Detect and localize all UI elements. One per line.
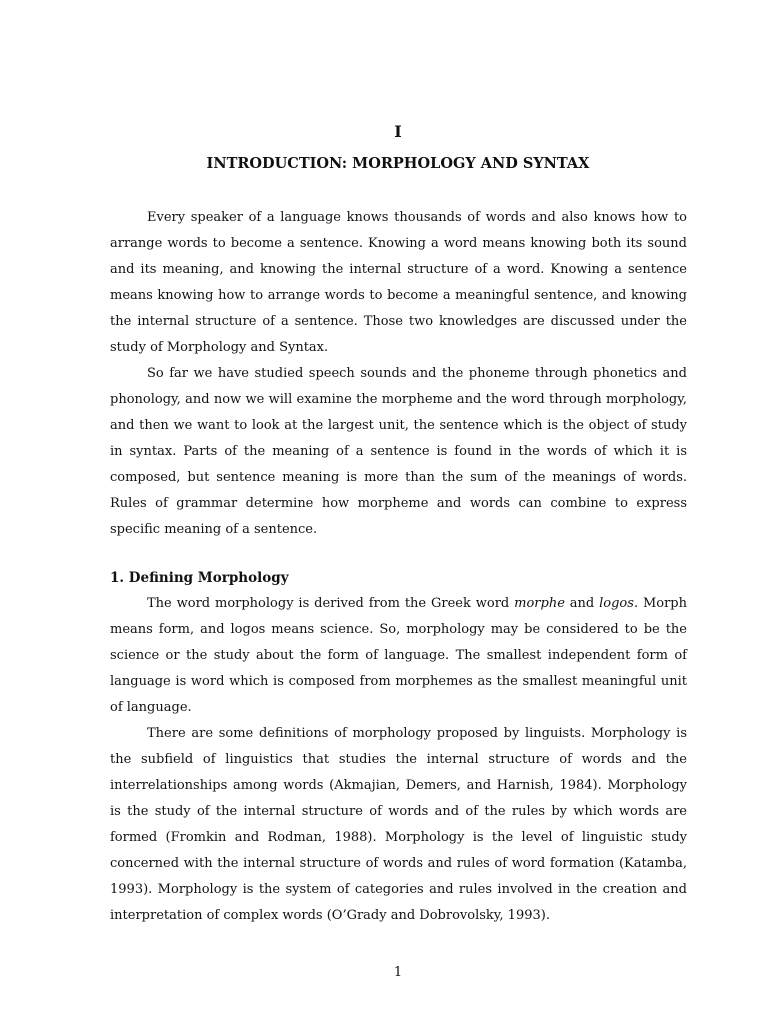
section-paragraph-2: There are some definitions of morphology proposed by linguists. Morphology is the subfield of linguistics that studies the internal structure of words and the interrelationships among words (Akmajian, Demers, and Harnish, 1984). Morphology is the study of the internal structure of words and of the rules by which words are formed (Fromkin and Rodman, 1988). Morphology is the level of linguistic study concerned with the internal structure of words and rules of word formation (Katamba, 1993). Morphology is the system of categories and rules involved in the creation and interpretation of complex words (O’Grady and Dobrovolsky, 1993). xyxy=(110,726,687,923)
term-morphe: morphe xyxy=(514,596,565,611)
text-run: . Morph means form, and logos means science. So, morphology may be considered to be the science or the study about the form of language. The smallest independent form of language is word which is composed from morphemes as the smallest meaningful unit of language. xyxy=(110,596,688,715)
intro-paragraph-1: Every speaker of a language knows thousands of words and also knows how to arrange words to become a sentence. Knowing a word means knowing both its sound and its meaning, and knowing the internal structure of a word. Knowing a sentence means knowing how to arrange words to become a meaningful sentence, and knowing the internal structure of a sentence. Those two knowledges are discussed under the study of Morphology and Syntax. xyxy=(110,210,687,355)
section-defining-morphology xyxy=(110,565,687,929)
intro-block xyxy=(110,205,687,543)
section-paragraph-1 xyxy=(110,591,687,721)
section-heading: 1. Defining Morphology xyxy=(110,570,289,586)
page-number: 1 xyxy=(393,965,403,980)
chapter-title: INTRODUCTION: MORPHOLOGY AND SYNTAX xyxy=(206,155,590,172)
text-run: and xyxy=(564,596,600,611)
term-logos: logos xyxy=(599,596,634,611)
chapter-number: I xyxy=(394,122,402,141)
text-run: The word morphology is derived from the Greek word xyxy=(147,596,515,611)
intro-paragraph-2: So far we have studied speech sounds and the phoneme through phonetics and phonology, and now we will examine the morpheme and the word through morphology, and then we want to look at the largest unit, the sentence which is the object of study in syntax. Parts of the meaning of a sentence is found in the words of which it is composed, but sentence meaning is more than the sum of the meanings of words. Rules of grammar determine how morpheme and words can combine to express specific meaning of a sentence. xyxy=(110,366,687,537)
